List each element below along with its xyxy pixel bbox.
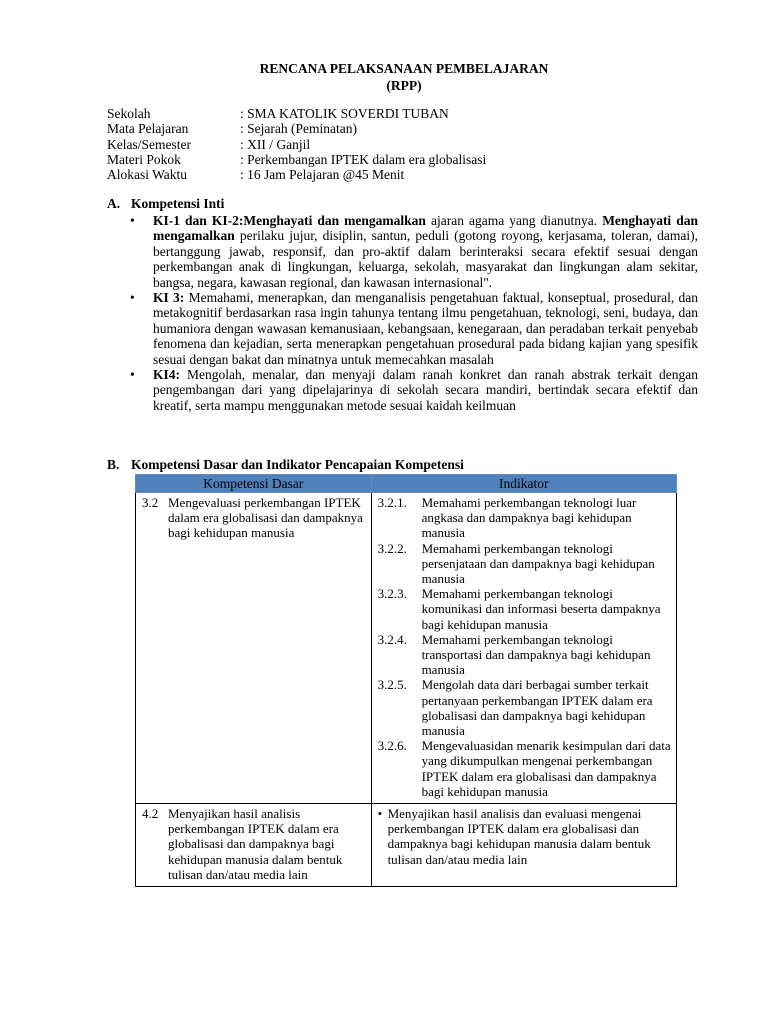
section-title: Kompetensi Inti: [131, 196, 225, 211]
table-row: [136, 493, 677, 804]
kd-number: 3.2: [142, 495, 159, 510]
indicator-text: Memahami perkembangan teknologi transportasi dan dampaknya bagi kehidupan manusia: [421, 631, 651, 678]
ki-item-1-2: [130, 213, 698, 290]
kd-number: 4.2: [142, 806, 159, 822]
info-row-materi-pokok: [107, 152, 486, 167]
section-letter: A.: [107, 196, 121, 211]
indicator-cell: [371, 493, 676, 804]
info-value: : 16 Jam Pelajaran @45 Menit: [240, 167, 405, 183]
indicator-number: 3.2.5.: [377, 677, 407, 693]
indicator-item: [378, 495, 672, 541]
info-label: Materi Pokok: [107, 151, 181, 167]
indicator-item: [378, 541, 672, 587]
indicator-text: Memahami perkembangan teknologi persenjataan dan dampaknya bagi kehidupan manusia: [421, 540, 655, 587]
info-label: Kelas/Semester: [107, 136, 191, 152]
kompetensi-inti-list: [130, 213, 698, 413]
bullet-icon: •: [377, 806, 383, 822]
info-row-alokasi-waktu: [107, 167, 486, 182]
indicator-text: Mengevaluasidan menarik kesimpulan dari data yang dikumpulkan mengenai perkembangan IPTEK dalam era globalisasi dan dampaknya bagi kehidupan manusia: [421, 738, 671, 799]
info-row-mata-pelajaran: [107, 121, 486, 136]
ki-text: Memahami, menerapkan, dan menganalisis pengetahuan faktual, konseptual, prosedural, dan metakognitif berdasarkan rasa ingin tahunya tentang ilmu pengetahuan, teknologi, seni, budaya, dan humaniora dengan wawasan kemanusiaan, kebangsaan, kenegaraan, dan peradaban terkait penyebab fenomena dan kejadian, serta menerapkan pengetahuan prosedural pada bidang kajian yang spesifik sesuai dengan bakat dan minatnya untuk memecahkan masalah: [153, 290, 698, 367]
document-subtitle: (RPP): [386, 78, 422, 93]
indicator-item: [378, 806, 672, 867]
indicator-item: [378, 586, 672, 632]
bullet-icon: •: [130, 367, 135, 383]
indicator-number: 3.2.2.: [377, 540, 407, 556]
ki-label: KI4:: [153, 367, 180, 383]
section-title: Kompetensi Dasar dan Indikator Pencapaian Kompetensi: [131, 457, 464, 472]
indicator-text: Mengolah data dari berbagai sumber terkait pertanyaan perkembangan IPTEK dalam era globalisasi dan dampaknya bagi kehidupan manusia: [421, 677, 653, 739]
bullet-icon: •: [130, 290, 135, 306]
table-row: [136, 804, 677, 887]
kd-cell: [136, 493, 372, 804]
info-value: : XII / Ganjil: [240, 136, 311, 152]
kd-text: Menyajikan hasil analisis perkembangan IPTEK dalam era globalisasi dan dampaknya bagi kehidupan manusia dalam bentuk tulisan dan/atau media lain: [168, 806, 343, 882]
ki-label: KI-1 dan KI-2:Menghayati dan mengamalkan: [153, 213, 426, 228]
indicator-item: [378, 677, 672, 738]
section-letter: B.: [107, 457, 120, 472]
info-row-kelas-semester: [107, 137, 486, 152]
indicator-text: Menyajikan hasil analisis dan evaluasi mengenai perkembangan IPTEK dalam era globalisasi dan dampaknya bagi kehidupan manusia dalam bentuk tulisan dan/atau media lain: [387, 806, 651, 867]
indicator-number: 3.2.1.: [377, 495, 407, 510]
info-label: Alokasi Waktu: [107, 167, 188, 183]
kd-indikator-table: [135, 474, 677, 887]
ki-text: Mengolah, menalar, dan menyaji dalam ranah konkret dan ranah abstrak terkait dengan pengembangan dari yang dipelajarinya di sekolah secara mandiri, bertindak secara efektif dan kreatif, serta mampu menggunakan metode sesuai kaidah keilmuan: [153, 367, 698, 413]
ki-item-4: [130, 367, 698, 413]
identity-block: [107, 106, 486, 182]
indicator-number: 3.2.4.: [377, 631, 407, 647]
indicator-cell: [371, 804, 676, 887]
header-indikator: Indikator: [371, 475, 676, 493]
indicator-number: 3.2.3.: [377, 586, 407, 602]
info-value: : Sejarah (Peminatan): [240, 121, 357, 137]
indicator-text: Memahami perkembangan teknologi komunikasi dan informasi beserta dampaknya bagi kehidupan manusia: [421, 586, 661, 632]
ki-item-3: [130, 290, 698, 367]
info-label: Sekolah: [107, 106, 151, 121]
indicator-item: [378, 738, 672, 799]
info-row-sekolah: [107, 106, 486, 121]
kd-text: Mengevaluasi perkembangan IPTEK dalam era globalisasi dan dampaknya bagi kehidupan manusia: [168, 495, 363, 541]
ki-emphasis: Menghayati dan mengamalkan: [153, 213, 698, 244]
document-title: RENCANA PELAKSANAAN PEMBELAJARAN: [259, 61, 549, 76]
indicator-number: 3.2.6.: [377, 738, 407, 754]
indicator-item: [378, 632, 672, 678]
section-b-heading: [107, 457, 464, 473]
table-header-row: [136, 475, 677, 493]
indicator-text: Memahami perkembangan teknologi luar angkasa dan dampaknya bagi kehidupan manusia: [421, 495, 637, 541]
ki-text: perilaku jujur, disiplin, santun, peduli (gotong royong, kerjasama, toleran, damai), bertanggung jawab, responsif, dan pro-aktif dalam berinteraksi secara efektif sesuai dengan perkembangan anak di lingkungan, keluarga, sekolah, masyarakat dan lingkungan alam sekitar, bangsa, negara, kawasan regional, dan kawasan internasional".: [153, 228, 698, 290]
ki-label: KI 3:: [153, 290, 185, 306]
section-a-heading: [107, 196, 224, 212]
ki-text: ajaran agama yang dianutnya.: [425, 213, 603, 228]
bullet-icon: •: [130, 213, 135, 228]
kd-cell: [136, 804, 372, 887]
info-value: : SMA KATOLIK SOVERDI TUBAN: [240, 106, 449, 121]
info-label: Mata Pelajaran: [107, 121, 189, 137]
header-kompetensi-dasar: Kompetensi Dasar: [136, 475, 372, 493]
info-value: : Perkembangan IPTEK dalam era globalisasi: [240, 151, 487, 167]
